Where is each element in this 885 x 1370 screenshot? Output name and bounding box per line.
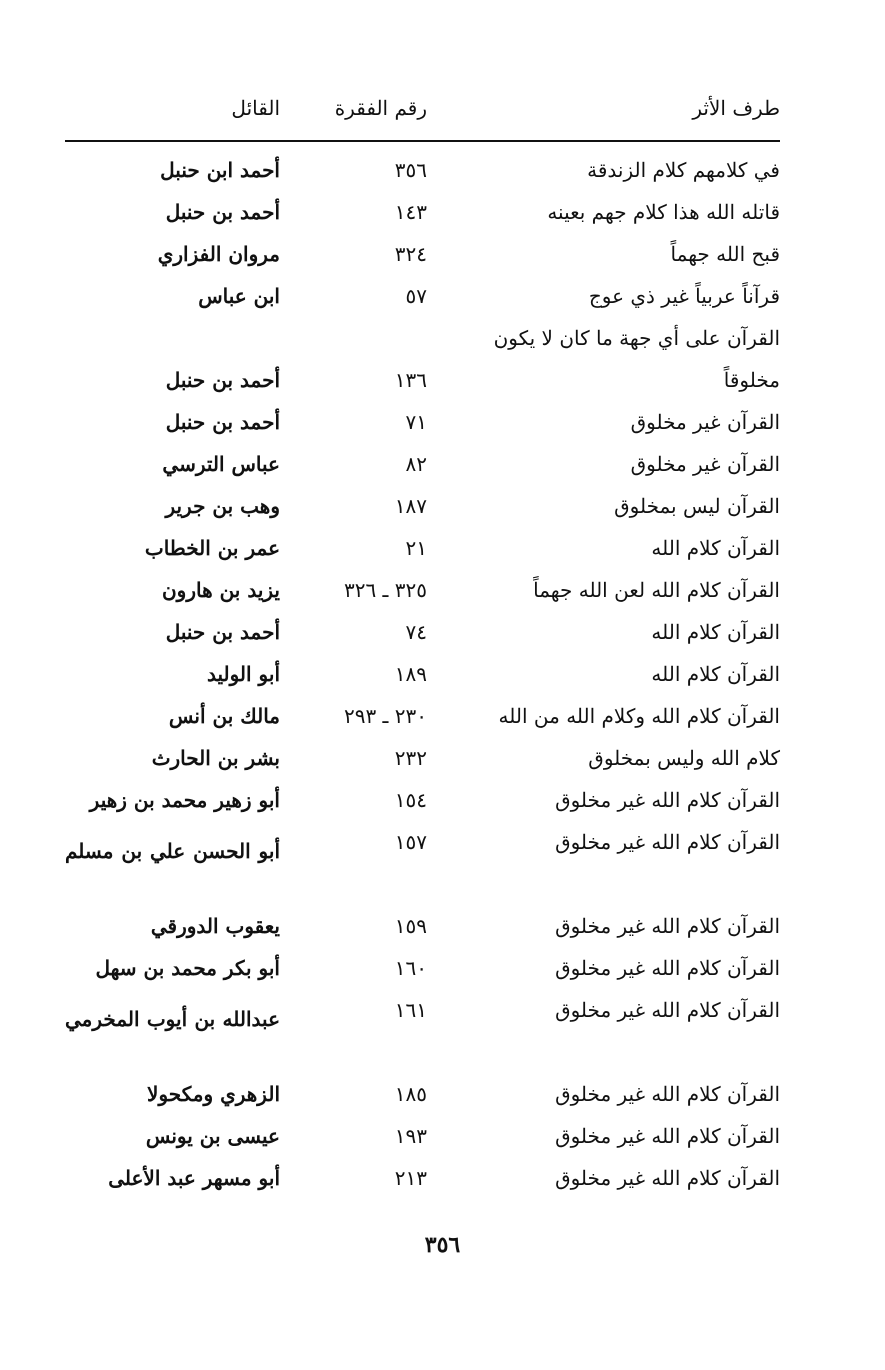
paragraph-number: ٣٢٤	[394, 242, 427, 266]
paragraph-number: ٨٢	[405, 452, 427, 476]
athar-text: القرآن كلام الله غير مخلوق	[555, 1124, 780, 1148]
table-row	[0, 746, 885, 788]
athar-text: القرآن ليس بمخلوق	[614, 494, 780, 518]
paragraph-number: ٢٣٠ ـ ٢٩٣	[343, 704, 427, 728]
table-row	[0, 578, 885, 620]
speaker-name: عيسى بن يونس	[145, 1124, 280, 1148]
speaker-name: يعقوب الدورقي	[150, 914, 280, 938]
table-row	[0, 368, 885, 410]
table-row	[0, 242, 885, 284]
paragraph-number: ١٦٠	[394, 956, 427, 980]
paragraph-number: ٢٣٢	[394, 746, 427, 770]
speaker-name: أحمد بن حنبل	[165, 410, 280, 434]
athar-text: القرآن كلام الله لعن الله جهماً	[533, 578, 780, 602]
speaker-name: عمر بن الخطاب	[144, 536, 280, 560]
table-row	[0, 452, 885, 494]
table-row	[0, 1082, 885, 1124]
paragraph-number: ٢١	[405, 536, 427, 560]
speaker-name: مروان الفزاري	[157, 242, 280, 266]
table-header	[0, 96, 885, 132]
table-row	[0, 284, 885, 326]
paragraph-number: ١٨٩	[394, 662, 427, 686]
table-row	[0, 662, 885, 704]
table-row	[0, 536, 885, 578]
speaker-name: أبو الوليد	[206, 662, 280, 686]
header-paragraph-number: رقم الفقرة	[334, 96, 427, 120]
paragraph-number: ٥٧	[405, 284, 427, 308]
athar-text: القرآن كلام الله غير مخلوق	[555, 830, 780, 854]
header-athar: طرف الأثر	[692, 96, 780, 120]
paragraph-number: ٧٤	[405, 620, 427, 644]
table-row	[0, 200, 885, 242]
speaker-name: ابن عباس	[198, 284, 280, 308]
table-row	[0, 158, 885, 200]
speaker-name: بشر بن الحارث	[151, 746, 280, 770]
paragraph-number: ١٤٣	[394, 200, 427, 224]
table-row	[0, 788, 885, 830]
table-row	[0, 494, 885, 536]
paragraph-number: ٣٥٦	[394, 158, 427, 182]
paragraph-number: ١٥٤	[394, 788, 427, 812]
speaker-name: الزهري ومكحولا	[147, 1082, 280, 1106]
paragraph-number: ٣٢٥ ـ ٣٢٦	[343, 578, 427, 602]
table-row	[0, 914, 885, 956]
athar-text: القرآن كلام الله	[651, 662, 780, 686]
paragraph-number: ١٨٥	[394, 1082, 427, 1106]
table-row	[0, 620, 885, 662]
table-row	[0, 410, 885, 452]
athar-text: القرآن كلام الله	[651, 620, 780, 644]
paragraph-number: ١٥٧	[394, 830, 427, 854]
paragraph-number: ١٩٣	[394, 1124, 427, 1148]
athar-text: كلام الله وليس بمخلوق	[588, 746, 780, 770]
athar-text: القرآن كلام الله	[651, 536, 780, 560]
page-number: ٣٥٦	[424, 1232, 461, 1258]
athar-text: القرآن على أي جهة ما كان لا يكون	[493, 326, 780, 350]
athar-text: القرآن كلام الله غير مخلوق	[555, 914, 780, 938]
table-row	[0, 956, 885, 998]
athar-text: قرآناً عربياً غير ذي عوج	[588, 284, 780, 308]
paragraph-number: ١٦١	[394, 998, 427, 1022]
athar-text: قاتله الله هذا كلام جهم بعينه	[547, 200, 780, 224]
athar-text: القرآن غير مخلوق	[630, 452, 780, 476]
header-rule	[65, 140, 780, 142]
athar-text: القرآن كلام الله غير مخلوق	[555, 998, 780, 1022]
speaker-name: أحمد بن حنبل	[165, 200, 280, 224]
index-table	[0, 158, 885, 1208]
paragraph-number: ١٥٩	[394, 914, 427, 938]
speaker-name: أبو الحسن علي بن مسلم	[65, 839, 280, 863]
speaker-name: أبو زهير محمد بن زهير	[89, 788, 280, 812]
speaker-name: أحمد بن حنبل	[165, 368, 280, 392]
table-row	[0, 326, 885, 368]
speaker-name: مالك بن أنس	[168, 704, 280, 728]
athar-text: قبح الله جهماً	[670, 242, 780, 266]
athar-text: القرآن كلام الله غير مخلوق	[555, 1166, 780, 1190]
speaker-name: يزيد بن هارون	[161, 578, 280, 602]
athar-text: القرآن كلام الله وكلام الله من الله	[498, 704, 780, 728]
table-row	[0, 1166, 885, 1208]
paragraph-number: ٢١٣	[394, 1166, 427, 1190]
header-speaker: القائل	[231, 96, 280, 120]
table-row	[0, 1124, 885, 1166]
table-row	[0, 830, 885, 914]
speaker-name: عباس الترسي	[162, 452, 280, 476]
table-row	[0, 704, 885, 746]
athar-text: القرآن غير مخلوق	[630, 410, 780, 434]
table-row	[0, 998, 885, 1082]
speaker-name: أبو بكر محمد بن سهل	[95, 956, 280, 980]
athar-text: مخلوقاً	[723, 368, 780, 392]
athar-text: القرآن كلام الله غير مخلوق	[555, 956, 780, 980]
paragraph-number: ١٣٦	[394, 368, 427, 392]
athar-text: القرآن كلام الله غير مخلوق	[555, 788, 780, 812]
athar-text: في كلامهم كلام الزندقة	[587, 158, 780, 182]
speaker-name: أحمد ابن حنبل	[160, 158, 280, 182]
paragraph-number: ٧١	[405, 410, 427, 434]
athar-text: القرآن كلام الله غير مخلوق	[555, 1082, 780, 1106]
speaker-name: أبو مسهر عبد الأعلى	[108, 1166, 280, 1190]
speaker-name: وهب بن جرير	[165, 494, 280, 518]
speaker-name: عبدالله بن أيوب المخرمي	[65, 1007, 280, 1031]
speaker-name: أحمد بن حنبل	[165, 620, 280, 644]
paragraph-number: ١٨٧	[394, 494, 427, 518]
